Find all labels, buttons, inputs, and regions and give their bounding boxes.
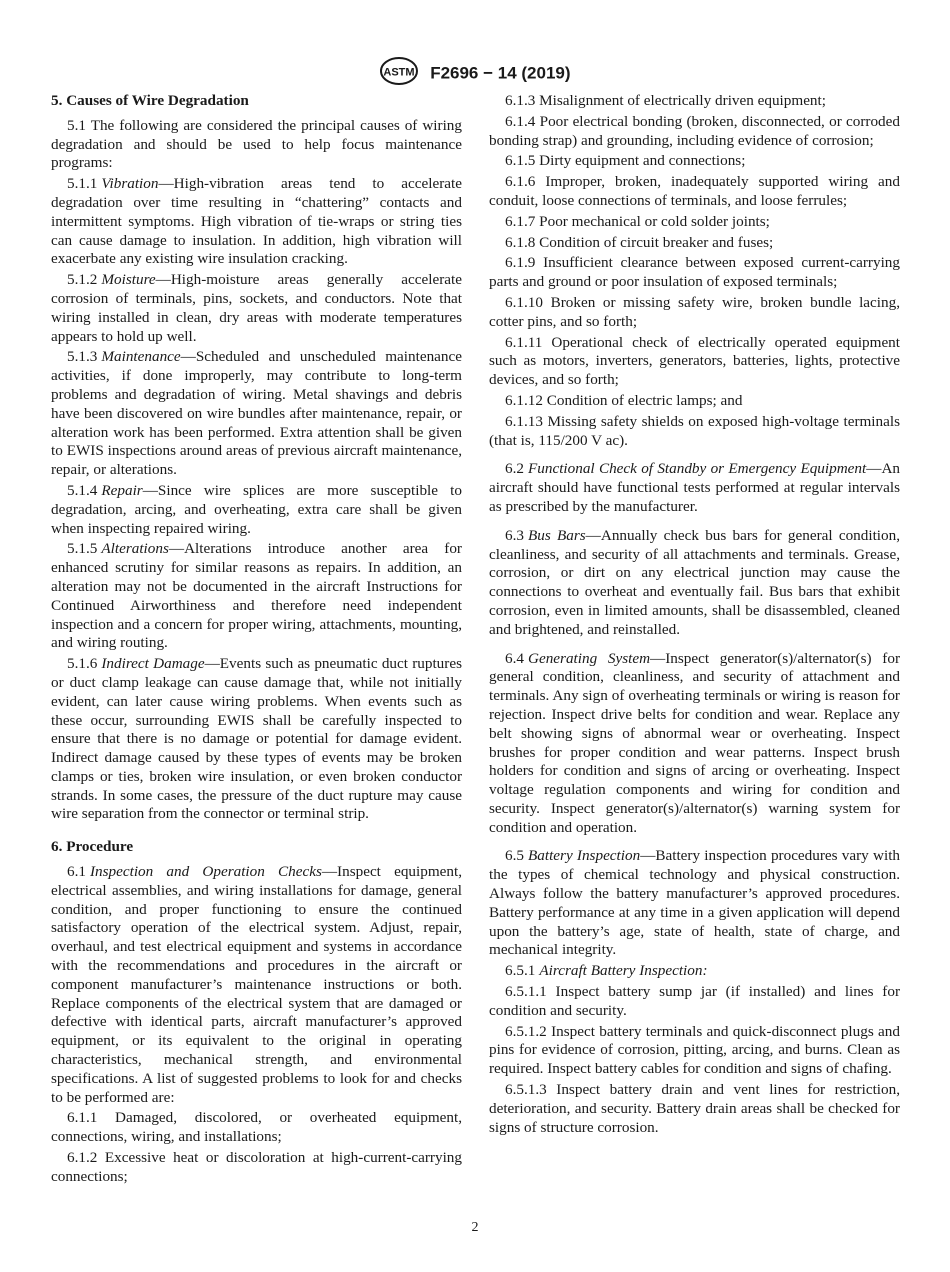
- paragraph-5-1-5: [51, 540, 462, 653]
- para-term: Vibration: [101, 175, 159, 193]
- astm-logo-icon: [379, 56, 419, 91]
- para-text: —Scheduled and unscheduled maintenance activities, if done improperly, may contribute to long-term problems and degradation of wiring. Metal shavings and debris have been discovered on wire bundles after maintenance, repair, or alteration work has been performed. Extra attention shall be given to EWIS inspections around areas of previous aircraft maintenance, repair, or alterations.: [51, 348, 462, 479]
- para-text: —Inspect equipment, electrical assemblies, and wiring installations for damage, general condition, and proper functioning to ensure the continued satisfactory operation of the electrical system. Adjust, repair, overhaul, and test electrical equipment and systems in accordance with the recommendations and procedures in the aircraft or component manufacturer’s maintenance instructions or both. Replace components of the electrical system that are damaged or defective with identical parts, aircraft manufacturer’s approved equipment, or its equivalent to the original in operating characteristics, mechanical strength, and environmental specifications. A list of suggested problems to look for and checks to be performed are:: [51, 863, 462, 1106]
- para-text: —Battery inspection procedures vary with the types of chemical technology and physical construction. Always follow the battery manufacturer’s approved procedures. Battery performance at any time in a given application will depend upon the battery’s age, state of health, state of charge, and mechanical integrity.: [489, 847, 901, 959]
- paragraph-5-1-3: [51, 348, 462, 480]
- para-number: 5.1.3: [67, 348, 98, 366]
- para-text: —Annually check bus bars for general condition, cleanliness, and security of all attachments and terminals. Grease, corrosion, or dirt on any electrical junction may cause the connections to overheat and eventually fail. Bus bars that exhibit corrosion, even in limited amounts, shall be disassembled, cleaned and brightened, and reinstalled.: [489, 526, 900, 638]
- para-term: Battery Inspection: [527, 847, 641, 865]
- para-term: Alterations: [101, 540, 169, 558]
- paragraph-5-1-4: [51, 482, 462, 538]
- para-term: Bus Bars: [527, 526, 586, 544]
- paragraph-6-5-1-2: 6.5.1.2 Inspect battery terminals and quick-disconnect plugs and pins for evidence of corrosion, pitting, arcing, and burns. Clean as required. Inspect battery cables for condition and signs of chafing.: [489, 1022, 900, 1078]
- paragraph-6-1-7: 6.1.7 Poor mechanical or cold solder joints;: [505, 212, 770, 230]
- para-number: 5.1.1: [67, 175, 98, 193]
- section-6-heading: 6. Procedure: [51, 838, 134, 856]
- para-term: Aircraft Battery Inspection:: [539, 962, 708, 980]
- paragraph-6-4: [489, 650, 900, 838]
- paragraph-6-1-1: 6.1.1 Damaged, discolored, or overheated equipment, connections, wiring, and installations;: [51, 1109, 462, 1146]
- paragraph-6-1-12: 6.1.12 Condition of electric lamps; and: [505, 391, 743, 409]
- para-term: Maintenance: [101, 348, 181, 366]
- paragraph-6-1-11: 6.1.11 Operational check of electrically operated equipment such as motors, inverters, generators, batteries, lights, protective devices, and so forth;: [489, 333, 900, 389]
- paragraph-6-1-3: 6.1.3 Misalignment of electrically driven equipment;: [505, 92, 826, 109]
- para-number: 5.1.2: [67, 271, 98, 289]
- paragraph-6-1-5: 6.1.5 Dirty equipment and connections;: [505, 152, 746, 170]
- document-id: F2696 − 14 (2019): [430, 63, 571, 83]
- para-text: —Alterations introduce another area for enhanced scrutiny for similar reasons as repairs. In addition, an alteration may not be documented in the aircraft Instructions for Continued Airworthiness and therefore need independent inspection and a concern for proper wiring, attachments, mounting, and wiring routing.: [51, 540, 462, 652]
- paragraph-6-1-9: 6.1.9 Insufficient clearance between exposed current-carrying parts and ground or poor insulation of exposed terminals;: [489, 254, 900, 291]
- section-5-heading: 5. Causes of Wire Degradation: [51, 92, 249, 109]
- paragraph-6-1-4: 6.1.4 Poor electrical bonding (broken, disconnected, or corroded bonding strap) and grounding, including evidence of corrosion;: [489, 112, 900, 149]
- para-number: 6.5: [505, 847, 524, 865]
- paragraph-6-5-1-3: 6.5.1.3 Inspect battery drain and vent lines for restriction, deterioration, and security. Battery drain areas shall be checked for signs of structure corrosion.: [489, 1081, 900, 1136]
- para-text: —High-moisture areas generally accelerate corrosion of terminals, pins, sockets, and conductors. Note that wiring installed in clean, dry areas with moderate temperatures appears to hold up well.: [51, 271, 462, 345]
- paragraph-6-1: [51, 863, 462, 1107]
- astm-logo-text: ASTM: [383, 66, 416, 79]
- paragraph-6-5-1-1: 6.5.1.1 Inspect battery sump jar (if installed) and lines for condition and security.: [489, 983, 900, 1019]
- para-term: Repair: [101, 481, 143, 499]
- paragraph-5-1-1: [51, 175, 462, 269]
- para-term: Functional Check of Standby or Emergency Equipment: [527, 460, 867, 478]
- para-number: 6.2: [505, 460, 524, 478]
- paragraph-6-1-10: 6.1.10 Broken or missing safety wire, broken bundle lacing, cotter pins, and so forth;: [489, 293, 900, 330]
- paragraph-6-3: [489, 527, 900, 640]
- paragraph-6-1-6: 6.1.6 Improper, broken, inadequately supported wiring and conduit, loose connections of terminals, and loose ferrules;: [489, 173, 900, 209]
- paragraph-5-1: 5.1 The following are considered the principal causes of wiring degradation and should be used to help focus maintenance programs:: [51, 116, 462, 172]
- paragraph-6-2: [489, 460, 900, 516]
- para-number: 6.4: [505, 649, 524, 667]
- para-text: —Since wire splices are more susceptible to degradation, arcing, and overheating, extra care shall be given when inspecting repaired wiring.: [51, 481, 462, 537]
- para-term: Indirect Damage: [101, 655, 205, 673]
- para-number: 5.1.5: [67, 540, 98, 558]
- para-text: —Events such as pneumatic duct ruptures or duct clamp leakage can cause damage that, while not initially evident, can later cause wiring problems. When events such as these occur, surrounding EWIS shall be carefully inspected to ensure that there is no damage or potential for damage evident. Indirect damage caused by these types of events may be broken clamps or ties, broken wire insulation, or even broken conductor strands. In some cases, the pressure of the duct rupture may cause wire separation from the connector or terminal strip.: [51, 655, 462, 823]
- page-header: [0, 56, 950, 91]
- para-number: 6.1: [67, 863, 86, 881]
- para-term: Generating System: [527, 649, 651, 667]
- para-number: 5.1.6: [67, 655, 98, 673]
- paragraph-6-5: [489, 847, 900, 960]
- para-number: 5.1.4: [67, 481, 98, 499]
- paragraph-6-1-2: 6.1.2 Excessive heat or discoloration at high-current-carrying connections;: [51, 1149, 462, 1185]
- paragraph-5-1-6: [51, 655, 462, 824]
- paragraph-6-1-13: 6.1.13 Missing safety shields on exposed high-voltage terminals (that is, 115/200 V ac).: [489, 412, 900, 449]
- paragraph-6-5-1: [489, 962, 900, 981]
- right-column: [489, 92, 900, 1139]
- para-number: 6.5.1: [505, 962, 536, 980]
- para-text: —Inspect generator(s)/alternator(s) for general condition, cleanliness, and security of attachment and terminals. Any sign of overheating terminals or wiring is reason for rejection. Inspect drive belts for condition and wear. Replace any belt showing signs of abnormal wear or overheating. Inspect brushes for proper condition and wear patterns. Inspect brush holders for condition and signs of arcing or overheating. Inspect voltage regulation components and wiring for condition and security. Inspect generator(s)/alternator(s) warning system for condition and operation.: [489, 649, 900, 836]
- left-column: [51, 92, 462, 1189]
- para-number: 6.3: [505, 526, 524, 544]
- page-number: 2: [471, 1220, 479, 1235]
- paragraph-5-1-2: [51, 271, 462, 346]
- paragraph-6-1-8: 6.1.8 Condition of circuit breaker and fuses;: [505, 233, 774, 251]
- para-text: —An aircraft should have functional tests performed at regular intervals as prescribed by the manufacturer.: [489, 460, 900, 515]
- para-text: —High-vibration areas tend to accelerate degradation over time resulting in “chattering” contacts and intermittent symptoms. High vibration of tie-wraps or string ties can cause damage to insulation. In addition, high vibration will exacerbate any existing wire insulation cracking.: [51, 175, 462, 268]
- para-term: Inspection and Operation Checks: [89, 863, 322, 881]
- para-term: Moisture: [101, 271, 156, 289]
